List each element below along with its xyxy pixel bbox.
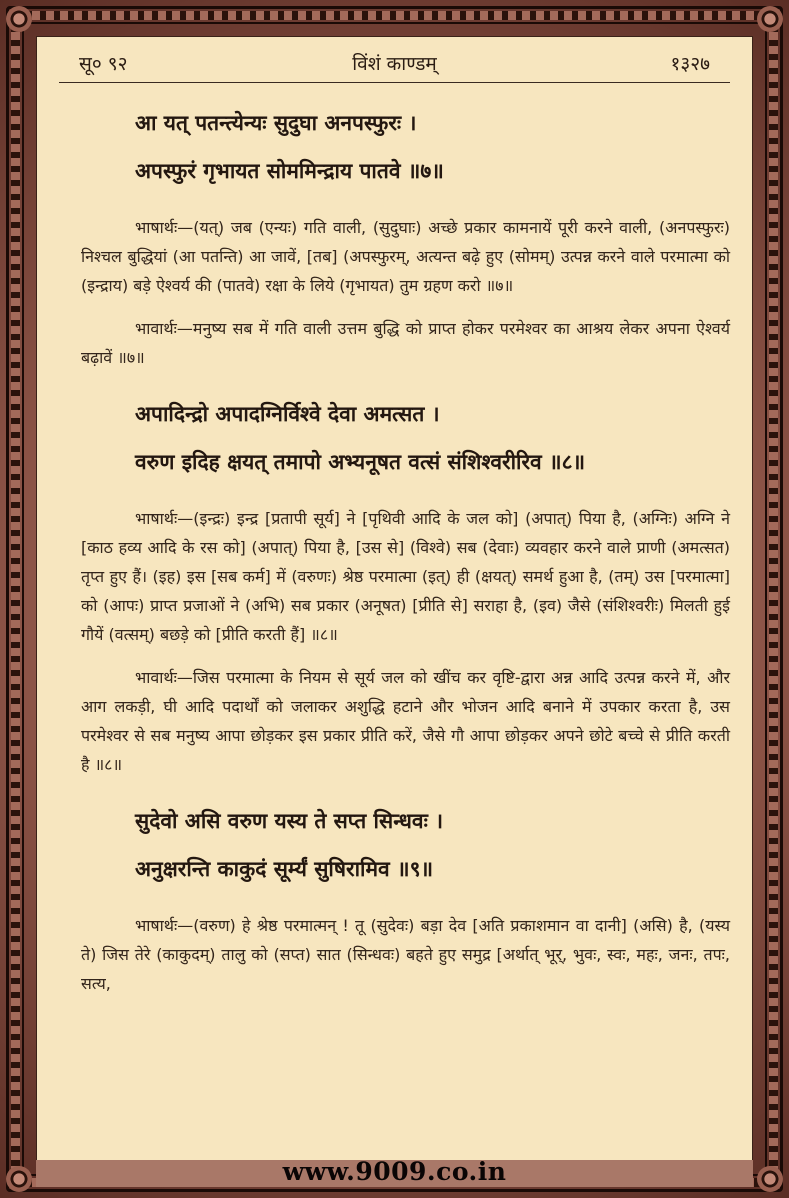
verse-7-bhashya <box>81 213 730 300</box>
verse-8-bhashya-text: भाषार्थः—(इन्द्रः) इन्द्र [प्रतापी सूर्य] ने [पृथिवी आदि के जल को] (अपात्) पिया है, (अग्निः) अग्नि ने [काठ हव्य आदि के रस को] (अपात्) पिया है, [उस से] (विश्वे) सब (देवाः) व्यवहार करने वाले प्राणी (अमत्सत) तृप्त हुए हैं। (इह) इस [सब कर्म] में (वरुणः) श्रेष्ठ परमात्मा (इत्) ही (क्षयत्) समर्थ हुआ है, (तम्) उस [परमात्मा] को (आपः) प्राप्त प्रजाओं ने (अभि) सब प्रकार (अनूषत) [प्रीति से] सराहा है, (इव) जैसे (संशिश्वरीः) मिलती हुई गौयें (वत्सम्) बछड़े को [प्रीति करती हैं] ॥८॥ <box>81 509 730 644</box>
verse-8-line-1: अपादिन्द्रो अपादग्निर्विश्वे देवा अमत्सत । <box>135 402 440 426</box>
page-content <box>81 103 730 998</box>
verse-8-bhashya <box>81 504 730 649</box>
verse-9-line-1: सुदेवो असि वरुण यस्य ते सप्त सिन्धवः । <box>135 809 444 833</box>
page-number: १३२७ <box>670 53 710 75</box>
frame-ornament-left <box>11 26 20 1172</box>
sukta-number: सू० ९२ <box>79 53 128 75</box>
header-divider <box>59 82 730 83</box>
verse-7-bhavartha-text: भावार्थः—मनुष्य सब में गति वाली उत्तम बुद्धि को प्राप्त होकर परमेश्वर का आश्रय लेकर अपना ऐश्वर्य बढ़ावें ॥७॥ <box>81 319 730 367</box>
verse-7-line-1: आ यत् पतन्त्येन्यः सुदुघा अनपस्फुरः । <box>135 111 417 135</box>
corner-ornament-icon <box>757 6 783 32</box>
verse-9-bhashya-text: भाषार्थः—(वरुण) हे श्रेष्ठ परमात्मन् ! तू (सुदेवः) बड़ा देव [अति प्रकाशमान वा दानी] (असि) है, (यस्य ते) जिस तेरे (काकुदम्) तालु को (सप्त) सात (सिन्धवः) बहते हुए समुद्र [अर्थात् भूर्, भुवः, स्वः, महः, जनः, तपः, सत्य, <box>81 916 730 993</box>
verse-8-bhavartha <box>81 663 730 779</box>
frame-ornament-top <box>26 11 763 20</box>
verse-7-line-2: अपस्फुरं गृभायत सोममिन्द्राय पातवे ॥७॥ <box>135 159 444 183</box>
verse-8-line-2: वरुण इदिह क्षयत् तमापो अभ्यनूषत वत्सं संशिश्वरीरिव ॥८॥ <box>135 450 586 474</box>
website-link[interactable]: www.9009.co.in <box>282 1157 507 1186</box>
verse-8-bhavartha-text: भावार्थः—जिस परमात्मा के नियम से सूर्य जल को खींच कर वृष्टि-द्वारा अन्न आदि उत्पन्न करने में, और आग लकड़ी, घी आदि पदार्थों को जलाकर अशुद्धि हटाने और भोजन आदि बनाने में उपकार करता है, उस परमेश्वर से सब मनुष्य आपा छोड़कर इस प्रकार प्रीति करें, जैसे गौ आपा छोड़कर अपने छोटे बच्चे से प्रीति करती है ॥८॥ <box>81 668 730 774</box>
corner-ornament-icon <box>6 6 32 32</box>
verse-9-line-2: अनुक्षरन्ति काकुदं सूर्म्यं सुषिरामिव ॥९॥ <box>135 857 434 881</box>
verse-9-bhashya <box>81 911 730 998</box>
verse-7-bhavartha <box>81 314 730 372</box>
verse-7-bhashya-text: भाषार्थः—(यत्) जब (एन्यः) गति वाली, (सुदुघाः) अच्छे प्रकार कामनायें पूरी करने वाली, (अनपस्फुरः) निश्चल बुद्धियां (आ पतन्ति) आ जावें, [तब] (अपस्फुरम्, अत्यन्त बढ़े हुए (सोमम्) उत्पन्न करने वाले परमात्मा को (इन्द्राय) बड़े ऐश्वर्य की (पातवे) रक्षा के लिये (गृभायत) तुम ग्रहण करो ॥७॥ <box>81 218 730 295</box>
kanda-title: विंशं काण्डम् <box>352 53 437 75</box>
frame-ornament-right <box>769 26 778 1172</box>
page-header <box>37 37 752 81</box>
scripture-page <box>36 36 753 1163</box>
